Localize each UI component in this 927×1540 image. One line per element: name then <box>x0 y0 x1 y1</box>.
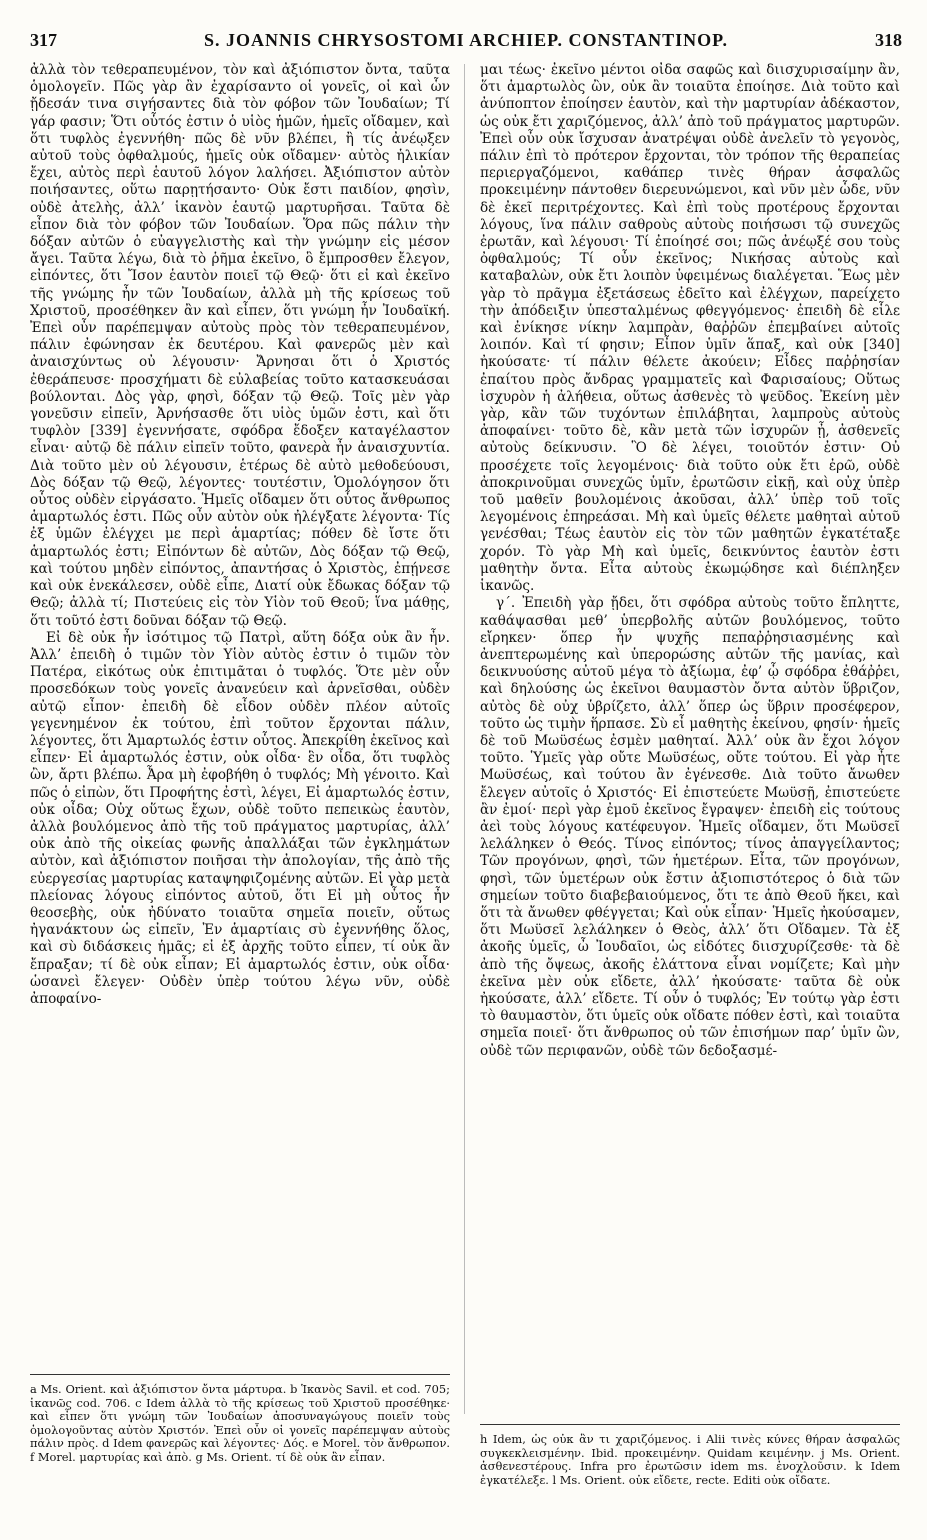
right-paragraph-1: μαι τέως· ἐκεῖνο μέντοι οἶδα σαφῶς καὶ διισχυρισαίμην ἂν, ὅτι ἁμαρτωλὸς ὢν, οὐκ ἂν τοιαῦτα ἐποίησε. Διὰ τοῦτο καὶ ἀνύποπτον ἐποίησεν ἑαυτὸν, καὶ τὴν μαρτυρίαν ἀδέκαστον, ὡς οὐκ ἔτι χαριζόμενος, ἀλλ’ ἀπὸ τοῦ πράγματος μαρτυρῶν. Ἐπεὶ οὖν οὐκ ἴσχυσαν ἀνατρέψαι οὐδὲ ἀνελεῖν τὸ γεγονὸς, πάλιν ἐπὶ τὸ πρότερον ἔρχονται, τὸν τρόπον τῆς θεραπείας περιεργαζόμενοι, καθάπερ τινὲς θήραν ἀσφαλῶς προκειμένην πάντοθεν διερευνώμενοι, καὶ νῦν μὲν ὧδε, νῦν δὲ ἐκεῖ περιτρέχοντες. Καὶ ἐπὶ τοὺς προτέρους ἔρχονται λόγους, ἵνα πάλιν σαθροὺς αὐτοὺς ποιήσωσι τῷ συνεχῶς ἐρωτᾶν, καὶ λέγουσι· Τί ἐποίησέ σοι; πῶς ἀνέῳξέ σου τοὺς ὀφθαλμούς; Τί οὖν ἐκεῖνος; Νικήσας αὐτοὺς καὶ καταβαλὼν, οὐκ ἔτι λοιπὸν ὑφειμένως διαλέγεται. Ἕως μὲν γὰρ τὸ πρᾶγμα ἐξετάσεως ἐδεῖτο καὶ ἐλέγχων, παρείχετο τὴν ἀπόδειξιν ὑπεσταλμένως φθεγγόμενος· ἐπειδὴ δὲ εἷλε καὶ ἐνίκησε νίκην λαμπρὰν, θαῤῥῶν ἐπεμβαίνει αὐτοῖς λοιπόν. Καὶ τί φησιν; Εἶπον ὑμῖν ἅπαξ, καὶ οὐκ [340] ἠκούσατε· τί πάλιν θέλετε ἀκούειν; Εἶδες παῤῥησίαν ἐπαίτου πρὸς ἄνδρας γραμματεῖς καὶ Φαρισαίους; Οὕτως ἰσχυρὸν ἡ ἀλήθεια, οὕτως ἀσθενὲς τὸ ψεῦδος. Ἐκείνη μὲν γὰρ, κἂν τῶν τυχόντων ἐπιλάβηται, λαμπροὺς αὐτοὺς ἀποφαίνει· τοῦτο δὲ, κἂν μετὰ τῶν ἰσχυρῶν ᾖ, ἀσθενεῖς αὐτοὺς δείκνυσιν. Ὃ δὲ λέγει, τοιοῦτόν ἐστιν· Οὐ προσέχετε τοῖς λεγομένοις· διὰ τοῦτο οὐκ ἔτι ἐρῶ, οὐδὲ ἀποκρινοῦμαι συνεχῶς ὑμῖν, ἐρωτῶσιν εἰκῇ, καὶ οὐχ ὑπὲρ τοῦ μαθεῖν βουλομένοις ἀκοῦσαι, ἀλλ’ ὑπὲρ τοῦ τοῖς λεγομένοις ἐπηρεάσαι. Μὴ καὶ ὑμεῖς θέλετε μαθηταὶ αὐτοῦ γενέσθαι; Τέως ἑαυτὸν εἰς τὸν τῶν μαθητῶν ἐγκατέταξε χορόν. Τὸ γὰρ Μὴ καὶ ὑμεῖς, δεικνύντος ἑαυτὸν ἐστι μαθητὴν ὄντα. Εἶτα αὐτοὺς ἐκωμῴδησε καὶ διέπληξεν ἱκανῶς. <box>480 62 900 595</box>
left-column <box>30 62 450 1374</box>
footnote-rule-left <box>30 1374 450 1375</box>
footnotes-right: h Idem, ὡς οὐκ ἂν τι χαριζόμενος. i Alii τινὲς κύνες θήραν ἀσφαλῶς συγκεκλεισμένην. Ibid. προκειμένην. Quidam κειμένην. j Ms. Orient. ἀσθενεστέρους. Infra pro ἐρωτῶσιν idem ms. ἐνοχλοῦσιν. k Idem ἐγκατέλεξε. l Ms. Orient. οὐκ εἴδετε, recte. Editi οὐκ οἴδατε. <box>480 1433 900 1487</box>
running-title: S. JOANNIS CHRYSOSTOMI ARCHIEP. CONSTANTINOP. <box>204 30 728 50</box>
running-header <box>30 30 902 54</box>
left-paragraph-1: ἀλλὰ τὸν τεθεραπευμένον, τὸν καὶ ἀξιόπιστον ὄντα, ταῦτα ὁμολογεῖν. Πῶς γὰρ ἂν ἐχαρίσαντο οἱ γονεῖς, οἱ καὶ ὧν ᾔδεσάν τινα σιγήσαντες διὰ τὸν φόβον τῶν Ἰουδαίων; Τί γάρ φασιν; Ὅτι οὗτός ἐστιν ὁ υἱὸς ἡμῶν, ἡμεῖς οἴδαμεν, καὶ ὅτι τυφλὸς ἐγεννήθη· πῶς δὲ νῦν βλέπει, ἢ τίς ἀνέῳξεν αὐτοῦ τοὺς ὀφθαλμούς, ἡμεῖς οὐκ οἴδαμεν· αὐτὸς ἡλικίαν ἔχει, αὐτὸς περὶ ἑαυτοῦ λόγον λαλήσει. Ἀξιόπιστον αὐτὸν ποιήσαντες, οὕτω παρῃτήσαντο· Οὐκ ἔστι παιδίον, φησὶν, οὐδὲ ἀτελὴς, ἀλλ’ ἱκανὸν ἑαυτῷ μαρτυρῆσαι. Ταῦτα δὲ εἶπον διὰ τὸν φόβον τῶν Ἰουδαίων. Ὅρα πῶς πάλιν τὴν δόξαν αὐτῶν ὁ εὐαγγελιστὴς καὶ τὴν γνώμην εἰς μέσον ἄγει. Ταῦτα λέγω, διὰ τὸ ῥῆμα ἐκεῖνο, ὃ ἔμπροσθεν ἔλεγον, εἰπόντες, ὅτι Ἴσον ἑαυτὸν ποιεῖ τῷ Θεῷ· ὅτι εἰ καὶ ἐκεῖνο τῆς γνώμης ἦν τῶν Ἰουδαίων, ἀλλὰ μὴ τῆς κρίσεως τοῦ Χριστοῦ, προσέθηκεν ἂν καὶ εἶπεν, ὅτι γνώμη ἦν Ἰουδαϊκή. Ἐπεὶ οὖν παρέπεμψαν αὐτοὺς πρὸς τὸν τεθεραπευμένον, πάλιν ἐφώνησαν ἐκ δευτέρου. Καὶ φανερῶς μὲν καὶ ἀναισχύντως οὐ λέγουσιν· Ἄρνησαι ὅτι ὁ Χριστός ἐθεράπευσε· προσχήματι δὲ εὐλαβείας τοῦτο κατασκευάσαι βούλονται. Δὸς γὰρ, φησὶ, δόξαν τῷ Θεῷ. Τοῖς μὲν γὰρ γονεῦσιν εἰπεῖν, Ἀρνήσασθε ὅτι υἱὸς ὑμῶν ἐστι, καὶ ὅτι τυφλὸν [339] ἐγεννήσατε, σφόδρα ἔδοξεν καταγέλαστον εἶναι· αὐτῷ δὲ πάλιν εἰπεῖν τοῦτο, φανερὰ ἦν ἀναισχυντία. Διὰ τοῦτο μὲν οὐ λέγουσιν, ἑτέρως δὲ αὐτὸ μεθοδεύουσι, Δὸς δόξαν τῷ Θεῷ, λέγοντες· τουτέστιν, Ὁμολόγησον ὅτι οὗτος οὐδὲν εἰργάσατο. Ἡμεῖς οἴδαμεν ὅτι οὗτος ἄνθρωπος ἁμαρτωλός ἐστι. Πῶς οὖν αὐτὸν οὐκ ἠλέγξατε λέγοντα· Τίς ἐξ ὑμῶν ἐλέγχει με περὶ ἁμαρτίας; πόθεν δὲ ἴστε ὅτι ἁμαρτωλός ἐστι; Εἰπόντων δὲ αὐτῶν, Δὸς δόξαν τῷ Θεῷ, καὶ τούτου μηδὲν εἰπόντος, ἀπαντήσας ὁ Χριστὸς, ἐπῄνεσε καὶ οὐκ ἐνεκάλεσεν, οὐδὲ εἶπε, Διατί οὐκ ἔδωκας δόξαν τῷ Θεῷ; ἀλλὰ τί; Πιστεύεις εἰς τὸν Υἱὸν τοῦ Θεοῦ; ἵνα μάθῃς, ὅτι τοῦτό ἐστι δοῦναι δόξαν τῷ Θεῷ. <box>30 62 450 629</box>
footnotes-left: a Ms. Orient. καὶ ἀξιόπιστον ὄντα μάρτυρα. b Ἱκανὸς Savil. et cod. 705; ἱκανῶς cod. 706. c Idem ἀλλὰ τὸ τῆς κρίσεως τοῦ Χριστοῦ προσέθηκε· καὶ εἶπεν ὅτι γνώμη τῶν Ἰουδαίων ἀποσυναγώγους ποιεῖν τοὺς ὁμολογοῦντας αὐτὸν Χριστόν. Ἐπεὶ οὖν οἱ γονεῖς παρέπεμψαν αὐτοὺς πάλιν πρὸς. d Idem φανερῶς καὶ λέγοντες· Δός. e Morel. τὸν ἄνθρωπον. f Morel. μαρτυρίας καὶ ἀπὸ. g Ms. Orient. τί δὲ οὐκ ἂν εἶπαν. <box>30 1383 450 1464</box>
right-paragraph-2: γ´. Ἐπειδὴ γὰρ ᾔδει, ὅτι σφόδρα αὐτοὺς τοῦτο ἔπληττε, καθάψασθαι μεθ’ ὑπερβολῆς αὐτῶν βουλόμενος, τοῦτο εἴρηκεν· ὅπερ ἦν ψυχῆς πεπαῤῥησιασμένης καὶ ἀνεπτερωμένης καὶ ὑπερορώσης αὐτῶν τῆς μανίας, καὶ δεικνυούσης αὐτοῦ μέγα τὸ ἀξίωμα, ἐφ’ ᾧ σφόδρα ἐθάῤῥει, καὶ δηλούσης ὡς ἐκεῖνοι θαυμαστὸν ὄντα αὐτὸν ὕβριζον, αὐτὸς δὲ οὐχ ὑβρίζετο, ἀλλ’ ὅπερ ὡς ὕβριν προσέφερον, τοῦτο ὡς τιμὴν ἥρπασε. Σὺ εἶ μαθητὴς ἐκείνου, φησίν· ἡμεῖς δὲ τοῦ Μωϋσέως ἐσμὲν μαθηταί. Ἀλλ’ οὐκ ἂν ἔχοι λόγον τοῦτο. Ὑμεῖς γὰρ οὔτε Μωϋσέως, οὔτε τούτου. Εἰ γὰρ ἦτε Μωϋσέως, καὶ τούτου ἂν ἐγένεσθε. Διὰ τοῦτο ἄνωθεν ἔλεγεν αὐτοῖς ὁ Χριστός· Εἰ ἐπιστεύετε Μωϋσῇ, ἐπιστεύετε ἂν ἐμοί· περὶ γὰρ ἐμοῦ ἐκεῖνος ἔγραψεν· ἐπειδὴ εἰς τούτους ἀεὶ τοὺς λόγους κατέφευγον. Ἡμεῖς οἴδαμεν, ὅτι Μωϋσεῖ λελάληκεν ὁ Θεός. Τίνος εἰπόντος; τίνος ἀπαγγείλαντος; Τῶν προγόνων, φησὶ, τῶν ἡμετέρων. Εἶτα, τῶν προγόνων, φησὶ, τῶν ὑμετέρων οὐκ ἔστιν ἀξιοπιστότερος ὁ διὰ τῶν σημείων τοῦτο διαβεβαιούμενος, ὅτι τε ἀπὸ Θεοῦ ἥκει, καὶ ὅτι τὰ ἄνωθεν φθέγγεται; Καὶ οὐκ εἶπαν· Ἡμεῖς ἠκούσαμεν, ὅτι Μωϋσεῖ λελάληκεν ὁ Θεὸς, ἀλλ’ ὅτι Οἴδαμεν. Τὰ ἐξ ἀκοῆς ὑμεῖς, ὦ Ἰουδαῖοι, ὡς εἰδότες διισχυρίζεσθε· τὰ δὲ ἀπὸ τῆς ὄψεως, ἀκοῆς ἐλάττονα εἶναι νομίζετε; Καὶ μὴν ἐκεῖνα μὲν οὐκ εἴδετε, ἀλλ’ ἠκούσατε· ταῦτα δὲ οὐκ ἠκούσατε, ἀλλ’ εἴδετε. Τί οὖν ὁ τυφλός; Ἐν τούτῳ γὰρ ἐστι τὸ θαυμαστὸν, ὅτι ὑμεῖς οὐκ οἴδατε πόθεν ἐστὶ, καὶ τοιαῦτα σημεῖα ποιεῖ· ὅτι ἄνθρωπος οὐ τῶν ἐπισήμων παρ’ ὑμῖν ὢν, οὐδὲ τῶν περιφανῶν, οὐδὲ τῶν δεδοξασμέ- <box>480 595 900 1059</box>
footnote-rule-right <box>480 1424 900 1425</box>
right-column <box>480 62 900 1418</box>
page-number-right: 318 <box>875 30 902 50</box>
left-paragraph-2: Εἰ δὲ οὐκ ἦν ἰσότιμος τῷ Πατρὶ, αὕτη δόξα οὐκ ἂν ἦν. Ἀλλ’ ἐπειδὴ ὁ τιμῶν τὸν Υἱὸν αὐτὸς ἐστιν ὁ τιμῶν τὸν Πατέρα, εἰκότως οὐκ ἐπιτιμᾶται ὁ τυφλός. Ὅτε μὲν οὖν προσεδόκων τοὺς γονεῖς ἀνανεύειν καὶ ἀρνεῖσθαι, οὐδὲν αὐτῷ εἶπον· ἐπειδὴ δὲ εἶδον οὐδὲν πλέον αὐτοῖς γεγενημένον ἐκ τούτου, ἐπὶ τοῦτον ἔρχονται πάλιν, λέγοντες, ὅτι Ἁμαρτωλός ἐστιν οὗτος. Ἀπεκρίθη ἐκεῖνος καὶ εἶπεν· Εἰ ἁμαρτωλός ἐστιν, οὐκ οἶδα· ἓν οἶδα, ὅτι τυφλὸς ὢν, ἄρτι βλέπω. Ἆρα μὴ ἐφοβήθη ὁ τυφλός; Μὴ γένοιτο. Καὶ πῶς ὁ εἰπὼν, ὅτι Προφήτης ἐστὶ, λέγει, Εἰ ἁμαρτωλός ἐστιν, οὐκ οἶδα; Οὐχ οὕτως ἔχων, οὐδὲ τοῦτο πεπεικὼς ἑαυτὸν, ἀλλὰ βουλόμενος ἀπὸ τῆς τοῦ πράγματος μαρτυρίας, ἀλλ’ οὐκ ἀπὸ τῆς οἰκείας φωνῆς ἀπαλλάξαι τῶν ἐγκλημάτων αὐτὸν, καὶ ἀξιόπιστον ποιῆσαι τὴν ἀπολογίαν, τῆς ἀπὸ τῆς εὐεργεσίας μαρτυρίας καταψηφιζομένης αὐτῶν. Εἰ γὰρ μετὰ πλείονας λόγους εἰπόντος αὐτοῦ, ὅτι Εἰ μὴ οὗτος ἦν θεοσεβὴς, οὐκ ἠδύνατο τοιαῦτα σημεῖα ποιεῖν, οὕτως ἠγανάκτουν ὡς εἰπεῖν, Ἐν ἁμαρτίαις σὺ ἐγεννήθης ὅλος, καὶ σὺ διδάσκεις ἡμᾶς; εἰ ἐξ ἀρχῆς τοῦτο εἶπεν, τί οὐκ ἂν ἔπραξαν; τί δὲ οὐκ εἶπαν; Εἰ ἁμαρτωλός ἐστιν, οὐκ οἶδα· ὡσανεὶ ἔλεγεν· Οὐδὲν ὑπὲρ τούτου λέγω νῦν, οὐδὲ ἀποφαίνο- <box>30 629 450 1007</box>
page-number-left: 317 <box>30 30 57 50</box>
column-divider <box>464 64 465 1414</box>
